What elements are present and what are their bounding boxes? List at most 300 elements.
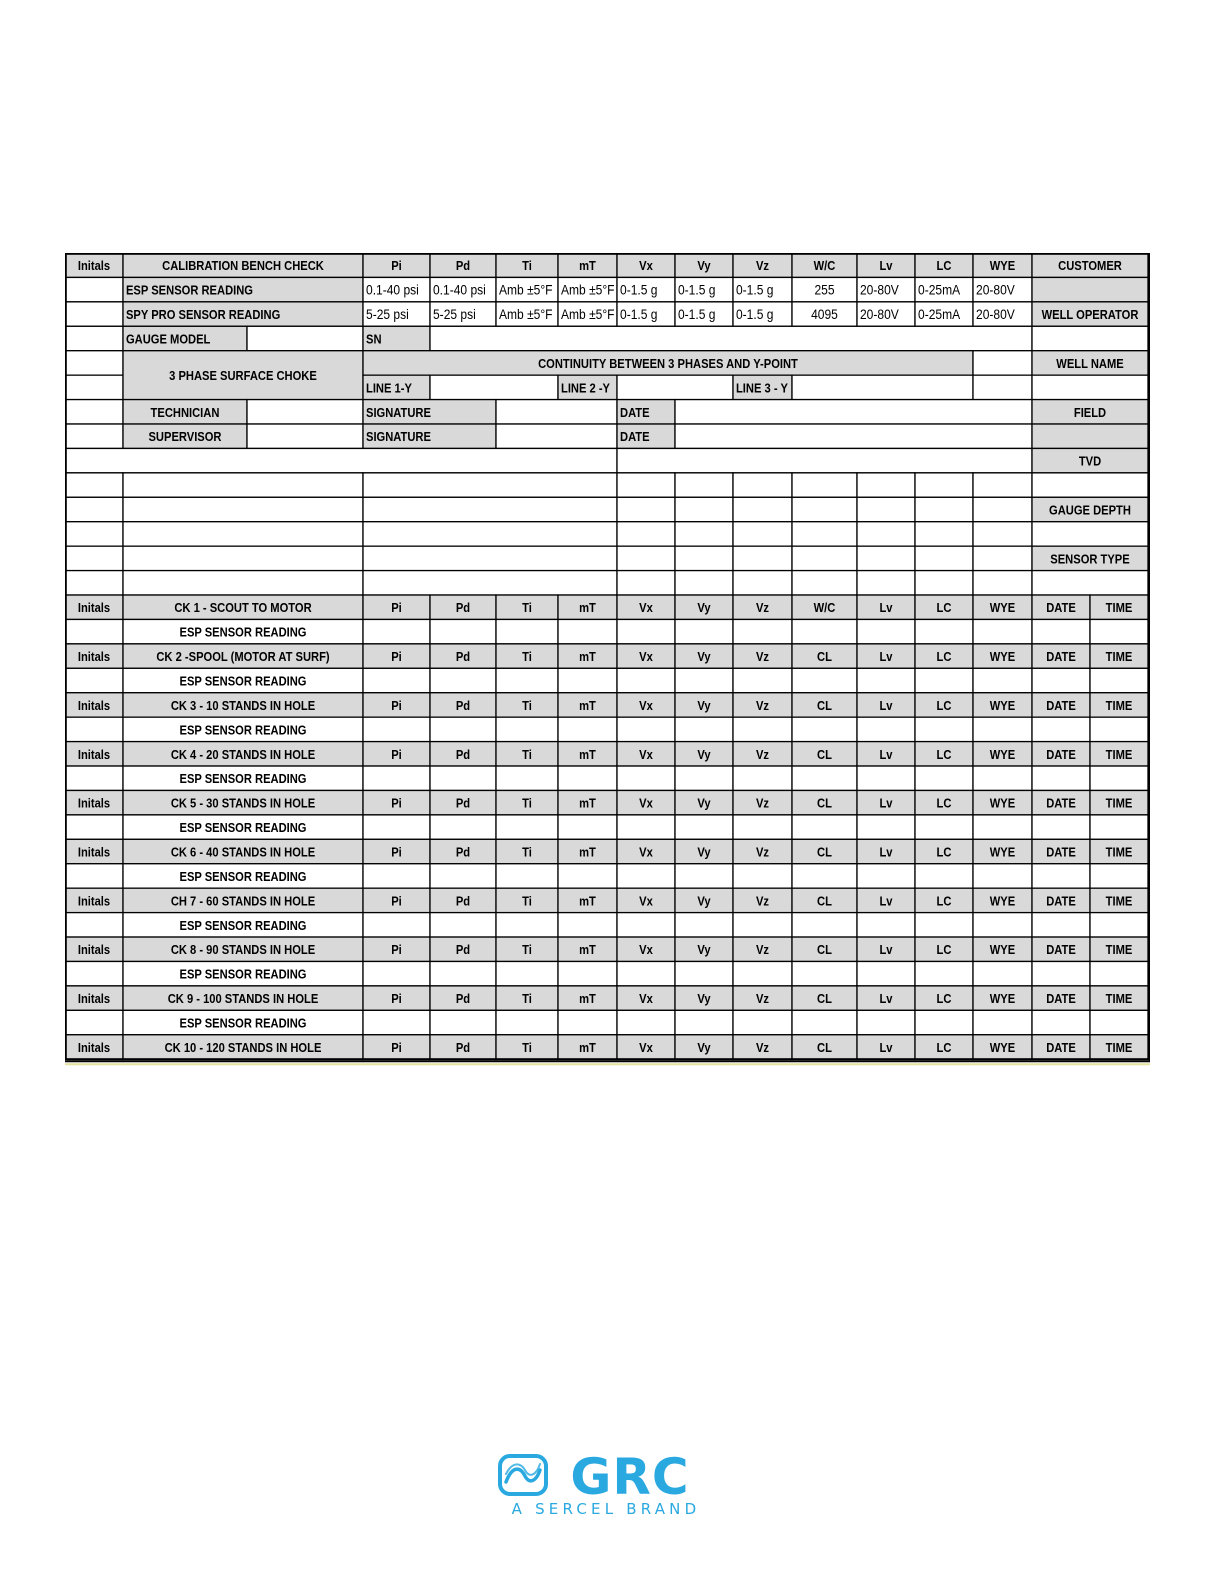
reading-input[interactable] <box>857 1010 915 1034</box>
esp-spec-value: 0-25mA <box>917 281 961 298</box>
blank-cell[interactable] <box>65 497 123 521</box>
field-input[interactable] <box>1032 424 1148 448</box>
well-operator-label: WELL OPERATOR <box>1041 307 1139 323</box>
reading-input[interactable] <box>1090 961 1148 985</box>
check-time-label: TIME <box>1105 1040 1133 1056</box>
reading-input[interactable] <box>675 815 733 839</box>
reading-input[interactable] <box>733 913 792 937</box>
reading-input[interactable] <box>1090 1010 1148 1034</box>
reading-input[interactable] <box>1090 668 1148 692</box>
customer-input[interactable] <box>1032 277 1148 301</box>
line3-label: LINE 3 - Y <box>736 380 788 396</box>
reading-input[interactable] <box>363 717 430 741</box>
check-column-label: LC <box>936 1040 952 1056</box>
blank-cell[interactable] <box>617 571 675 595</box>
reading-input[interactable] <box>430 668 496 692</box>
blank-cell[interactable] <box>973 473 1032 497</box>
check-column-label: Vy <box>697 600 711 616</box>
reading-input[interactable] <box>857 913 915 937</box>
reading-input[interactable] <box>973 1010 1032 1034</box>
reading-input[interactable] <box>675 668 733 692</box>
check-date-label: DATE <box>1046 698 1076 714</box>
initials-input[interactable] <box>65 1010 123 1034</box>
initials-input[interactable] <box>65 424 123 448</box>
reading-input[interactable] <box>363 815 430 839</box>
sensor-type-input[interactable] <box>1032 571 1148 595</box>
check-initials-label: Initals <box>77 747 111 763</box>
reading-input[interactable] <box>430 1010 496 1034</box>
reading-input[interactable] <box>1032 815 1090 839</box>
reading-input[interactable] <box>915 913 973 937</box>
reading-input[interactable] <box>617 961 675 985</box>
supervisor-label: SUPERVISOR <box>148 429 222 445</box>
reading-input[interactable] <box>733 1010 792 1034</box>
reading-input[interactable] <box>496 864 558 888</box>
reading-input[interactable] <box>1032 766 1090 790</box>
reading-input[interactable] <box>1090 815 1148 839</box>
line3-input[interactable] <box>792 375 973 399</box>
reading-input[interactable] <box>1090 717 1148 741</box>
reading-input[interactable] <box>496 668 558 692</box>
reading-input[interactable] <box>792 717 857 741</box>
blank-cell[interactable] <box>792 546 857 570</box>
reading-input[interactable] <box>1032 668 1090 692</box>
blank-cell[interactable] <box>857 522 915 546</box>
spy-spec-value: Amb ±5°F <box>498 306 553 323</box>
initials-input[interactable] <box>65 351 123 375</box>
reading-input[interactable] <box>363 864 430 888</box>
esp-spec-value: 0.1-40 psi <box>432 281 486 298</box>
blank-cell[interactable] <box>65 473 123 497</box>
reading-input[interactable] <box>496 766 558 790</box>
reading-input[interactable] <box>430 961 496 985</box>
blank-cell[interactable] <box>733 522 792 546</box>
gauge-model-label: GAUGE MODEL <box>126 331 211 347</box>
reading-input[interactable] <box>1032 913 1090 937</box>
check-column-label: Pi <box>391 698 402 714</box>
initials-input[interactable] <box>65 913 123 937</box>
reading-input[interactable] <box>792 913 857 937</box>
blank-cell[interactable] <box>733 473 792 497</box>
initials-input[interactable] <box>65 961 123 985</box>
blank-cell[interactable] <box>65 522 123 546</box>
reading-input[interactable] <box>430 717 496 741</box>
check-column-label: Ti <box>522 844 532 860</box>
check-column-label: Pd <box>455 942 471 958</box>
reading-input[interactable] <box>733 766 792 790</box>
reading-input[interactable] <box>430 815 496 839</box>
reading-input[interactable] <box>558 1010 617 1034</box>
date-input[interactable] <box>675 400 1032 424</box>
reading-input[interactable] <box>617 815 675 839</box>
check-column-label: Ti <box>522 698 532 714</box>
reading-input[interactable] <box>857 717 915 741</box>
initials-input[interactable] <box>65 668 123 692</box>
reading-input[interactable] <box>973 913 1032 937</box>
esp-reading-label: ESP SENSOR READING <box>126 282 254 298</box>
check-title: CK 5 - 30 STANDS IN HOLE <box>170 795 316 811</box>
blank-cell[interactable] <box>915 546 973 570</box>
blank-cell[interactable] <box>792 522 857 546</box>
check-column-label: WYE <box>989 600 1016 616</box>
esp-spec-value: 0-1.5 g <box>736 281 774 298</box>
line2-label: LINE 2 -Y <box>561 380 611 396</box>
reading-input[interactable] <box>857 619 915 643</box>
header-column-label: LC <box>936 258 952 274</box>
reading-input[interactable] <box>496 815 558 839</box>
reading-input[interactable] <box>363 766 430 790</box>
blank-cell[interactable] <box>675 473 733 497</box>
reading-input[interactable] <box>733 668 792 692</box>
reading-input[interactable] <box>617 864 675 888</box>
reading-input[interactable] <box>675 913 733 937</box>
esp-sensor-reading-label: ESP SENSOR READING <box>179 918 307 934</box>
check-initials-label: Initals <box>77 649 111 665</box>
reading-input[interactable] <box>1032 864 1090 888</box>
reading-input[interactable] <box>733 864 792 888</box>
initials-input[interactable] <box>65 277 123 301</box>
reading-input[interactable] <box>792 815 857 839</box>
reading-input[interactable] <box>973 668 1032 692</box>
initials-input[interactable] <box>65 302 123 326</box>
reading-input[interactable] <box>915 766 973 790</box>
blank-cell[interactable] <box>857 571 915 595</box>
check-column-label: Lv <box>879 649 893 665</box>
check-column-label: Pd <box>455 649 471 665</box>
reading-input[interactable] <box>558 913 617 937</box>
blank-cell[interactable] <box>675 522 733 546</box>
reading-input[interactable] <box>792 1010 857 1034</box>
reading-input[interactable] <box>915 864 973 888</box>
blank-cell[interactable] <box>617 522 675 546</box>
check-column-label: Vy <box>697 649 711 665</box>
initials-input[interactable] <box>65 815 123 839</box>
reading-input[interactable] <box>363 1010 430 1034</box>
header-column-label: Vz <box>755 258 770 274</box>
check-column-label: Vx <box>639 649 653 665</box>
well-name-label: WELL NAME <box>1056 356 1124 372</box>
check-column-label: Vx <box>639 844 653 860</box>
blank-cell[interactable] <box>733 571 792 595</box>
reading-input[interactable] <box>792 766 857 790</box>
reading-input[interactable] <box>558 864 617 888</box>
check-column-label: LC <box>936 600 952 616</box>
header-column-label: Ti <box>522 258 532 274</box>
tvd-label: TVD <box>1078 453 1102 469</box>
blank-cell[interactable] <box>792 497 857 521</box>
reading-input[interactable] <box>915 961 973 985</box>
reading-input[interactable] <box>617 766 675 790</box>
check-column-label: Vz <box>755 942 770 958</box>
check-column-label: Lv <box>879 600 893 616</box>
blank-cell[interactable] <box>915 522 973 546</box>
reading-input[interactable] <box>973 766 1032 790</box>
esp-spec-value: 255 <box>814 281 835 298</box>
check-column-label: CL <box>817 942 832 958</box>
check-column-label: LC <box>936 991 952 1007</box>
reading-input[interactable] <box>973 717 1032 741</box>
blank-cell[interactable] <box>65 571 123 595</box>
blank-cell[interactable] <box>617 497 675 521</box>
reading-input[interactable] <box>733 619 792 643</box>
reading-input[interactable] <box>973 961 1032 985</box>
reading-input[interactable] <box>1032 961 1090 985</box>
blank-cell[interactable] <box>123 571 363 595</box>
blank-cell[interactable] <box>733 497 792 521</box>
blank-cell[interactable] <box>617 473 675 497</box>
reading-input[interactable] <box>973 619 1032 643</box>
reading-input[interactable] <box>915 668 973 692</box>
blank-cell[interactable] <box>363 497 617 521</box>
reading-input[interactable] <box>617 1010 675 1034</box>
blank-cell[interactable] <box>857 546 915 570</box>
blank-cell[interactable] <box>675 571 733 595</box>
check-initials-label: Initals <box>77 698 111 714</box>
reading-input[interactable] <box>1032 717 1090 741</box>
initials-input[interactable] <box>65 766 123 790</box>
check-column-label: LC <box>936 893 952 909</box>
reading-input[interactable] <box>558 815 617 839</box>
blank-cell[interactable] <box>363 473 617 497</box>
blank-cell[interactable] <box>363 522 617 546</box>
check-column-label: LC <box>936 844 952 860</box>
signature-input[interactable] <box>496 400 617 424</box>
reading-input[interactable] <box>857 766 915 790</box>
reading-input[interactable] <box>617 668 675 692</box>
check-column-label: Pi <box>391 600 402 616</box>
blank-cell[interactable] <box>123 522 363 546</box>
line2-input[interactable] <box>617 375 733 399</box>
blank-cell[interactable] <box>915 497 973 521</box>
blank-cell[interactable] <box>65 546 123 570</box>
check-column-label: Lv <box>879 893 893 909</box>
continuity-extra-input[interactable] <box>973 351 1032 375</box>
check-column-label: Pi <box>391 893 402 909</box>
check-title: CK 6 - 40 STANDS IN HOLE <box>170 844 316 860</box>
blank-cell[interactable] <box>915 571 973 595</box>
sn-label: SN <box>365 331 382 347</box>
check-column-label: LC <box>936 649 952 665</box>
reading-input[interactable] <box>915 815 973 839</box>
gauge-model-input[interactable] <box>247 326 363 350</box>
reading-input[interactable] <box>558 717 617 741</box>
check-column-label: Vy <box>697 893 711 909</box>
blank-cell[interactable] <box>973 571 1032 595</box>
check-column-label: LC <box>936 747 952 763</box>
reading-input[interactable] <box>558 766 617 790</box>
reading-input[interactable] <box>675 1010 733 1034</box>
technician-label: TECHNICIAN <box>150 405 220 421</box>
reading-input[interactable] <box>430 766 496 790</box>
reading-input[interactable] <box>675 961 733 985</box>
check-initials-label: Initals <box>77 844 111 860</box>
reading-input[interactable] <box>430 913 496 937</box>
supervisor-name-input[interactable] <box>247 424 363 448</box>
reading-input[interactable] <box>430 864 496 888</box>
reading-input[interactable] <box>1090 766 1148 790</box>
reading-input[interactable] <box>857 815 915 839</box>
logo-brand-text: GRC <box>570 1452 690 1506</box>
initials-input[interactable] <box>65 375 123 399</box>
reading-input[interactable] <box>792 961 857 985</box>
reading-input[interactable] <box>617 717 675 741</box>
reading-input[interactable] <box>733 961 792 985</box>
blank-cell[interactable] <box>363 546 617 570</box>
blank-cell[interactable] <box>915 473 973 497</box>
blank-cell[interactable] <box>973 522 1032 546</box>
check-column-label: Vz <box>755 795 770 811</box>
reading-input[interactable] <box>675 619 733 643</box>
check-column-label: Ti <box>522 1040 532 1056</box>
check-column-label: Vy <box>697 1040 711 1056</box>
check-column-label: W/C <box>813 600 836 616</box>
reading-input[interactable] <box>430 619 496 643</box>
reading-input[interactable] <box>675 766 733 790</box>
check-column-label: Pi <box>391 844 402 860</box>
check-column-label: CL <box>817 795 832 811</box>
reading-input[interactable] <box>1032 619 1090 643</box>
reading-input[interactable] <box>857 668 915 692</box>
check-title: CK 4 - 20 STANDS IN HOLE <box>170 747 316 763</box>
well-operator-input[interactable] <box>1032 326 1148 350</box>
reading-input[interactable] <box>1032 1010 1090 1034</box>
blank-cell[interactable] <box>792 473 857 497</box>
reading-input[interactable] <box>792 864 857 888</box>
continuity-extra-input[interactable] <box>973 375 1032 399</box>
reading-input[interactable] <box>1090 913 1148 937</box>
check-time-label: TIME <box>1105 844 1133 860</box>
check-column-label: Vz <box>755 747 770 763</box>
check-column-label: WYE <box>989 844 1016 860</box>
esp-sensor-reading-label: ESP SENSOR READING <box>179 869 307 885</box>
initials-input[interactable] <box>65 400 123 424</box>
check-column-label: Pi <box>391 795 402 811</box>
signature-label: SIGNATURE <box>365 429 431 445</box>
reading-input[interactable] <box>363 913 430 937</box>
check-column-label: Pd <box>455 893 471 909</box>
initials-input[interactable] <box>65 326 123 350</box>
check-column-label: CL <box>817 991 832 1007</box>
reading-input[interactable] <box>617 619 675 643</box>
blank-cell[interactable] <box>123 497 363 521</box>
reading-input[interactable] <box>792 619 857 643</box>
check-column-label: mT <box>579 649 596 665</box>
reading-input[interactable] <box>857 961 915 985</box>
check-column-label: WYE <box>989 698 1016 714</box>
reading-input[interactable] <box>363 619 430 643</box>
check-column-label: Ti <box>522 747 532 763</box>
blank-cell[interactable] <box>857 497 915 521</box>
signature-input[interactable] <box>496 424 617 448</box>
check-time-label: TIME <box>1105 747 1133 763</box>
check-column-label: CL <box>817 1040 832 1056</box>
check-column-label: Pd <box>455 747 471 763</box>
gauge-depth-input[interactable] <box>1032 522 1148 546</box>
check-title: CH 7 - 60 STANDS IN HOLE <box>170 893 316 909</box>
initials-input[interactable] <box>65 619 123 643</box>
notes-input[interactable] <box>65 448 617 472</box>
reading-input[interactable] <box>1090 619 1148 643</box>
reading-input[interactable] <box>915 619 973 643</box>
check-column-label: Vz <box>755 698 770 714</box>
initials-input[interactable] <box>65 864 123 888</box>
reading-input[interactable] <box>496 913 558 937</box>
check-column-label: Vx <box>639 942 653 958</box>
reading-input[interactable] <box>558 668 617 692</box>
blank-cell[interactable] <box>733 546 792 570</box>
reading-input[interactable] <box>1090 864 1148 888</box>
blank-cell[interactable] <box>857 473 915 497</box>
esp-sensor-reading-label: ESP SENSOR READING <box>179 673 307 689</box>
well-name-input[interactable] <box>1032 375 1148 399</box>
reading-input[interactable] <box>496 619 558 643</box>
reading-input[interactable] <box>496 961 558 985</box>
initials-input[interactable] <box>65 717 123 741</box>
reading-input[interactable] <box>857 864 915 888</box>
reading-input[interactable] <box>496 717 558 741</box>
check-column-label: mT <box>579 747 596 763</box>
check-column-label: CL <box>817 844 832 860</box>
check-column-label: WYE <box>989 1040 1016 1056</box>
check-column-label: Lv <box>879 1040 893 1056</box>
date-input[interactable] <box>675 424 1032 448</box>
reading-input[interactable] <box>558 619 617 643</box>
blank-cell[interactable] <box>792 571 857 595</box>
check-column-label: mT <box>579 795 596 811</box>
blank-cell[interactable] <box>123 546 363 570</box>
blank-cell[interactable] <box>973 546 1032 570</box>
check-column-label: WYE <box>989 649 1016 665</box>
check-column-label: Vx <box>639 893 653 909</box>
line1-input[interactable] <box>430 375 558 399</box>
sn-input[interactable] <box>430 326 1032 350</box>
reading-input[interactable] <box>792 668 857 692</box>
check-date-label: DATE <box>1046 844 1076 860</box>
check-column-label: Lv <box>879 795 893 811</box>
check-column-label: CL <box>817 747 832 763</box>
reading-input[interactable] <box>675 864 733 888</box>
reading-input[interactable] <box>733 815 792 839</box>
reading-input[interactable] <box>973 864 1032 888</box>
check-initials-label: Initals <box>77 795 111 811</box>
blank-cell[interactable] <box>617 546 675 570</box>
reading-input[interactable] <box>915 717 973 741</box>
check-column-label: WYE <box>989 747 1016 763</box>
technician-name-input[interactable] <box>247 400 363 424</box>
blank-cell[interactable] <box>123 473 363 497</box>
reading-input[interactable] <box>973 815 1032 839</box>
tvd-input[interactable] <box>1032 473 1148 497</box>
reading-input[interactable] <box>558 961 617 985</box>
check-column-label: Vx <box>639 795 653 811</box>
notes-input[interactable] <box>617 448 1032 472</box>
reading-input[interactable] <box>363 668 430 692</box>
check-column-label: Vz <box>755 893 770 909</box>
blank-cell[interactable] <box>675 546 733 570</box>
reading-input[interactable] <box>733 717 792 741</box>
wave-emblem-icon <box>500 1456 546 1494</box>
reading-input[interactable] <box>675 717 733 741</box>
blank-cell[interactable] <box>363 571 617 595</box>
reading-input[interactable] <box>363 961 430 985</box>
blank-cell[interactable] <box>973 497 1032 521</box>
reading-input[interactable] <box>496 1010 558 1034</box>
spy-spec-value: 0-1.5 g <box>620 306 658 323</box>
reading-input[interactable] <box>915 1010 973 1034</box>
check-column-label: mT <box>579 844 596 860</box>
blank-cell[interactable] <box>675 497 733 521</box>
reading-input[interactable] <box>617 913 675 937</box>
